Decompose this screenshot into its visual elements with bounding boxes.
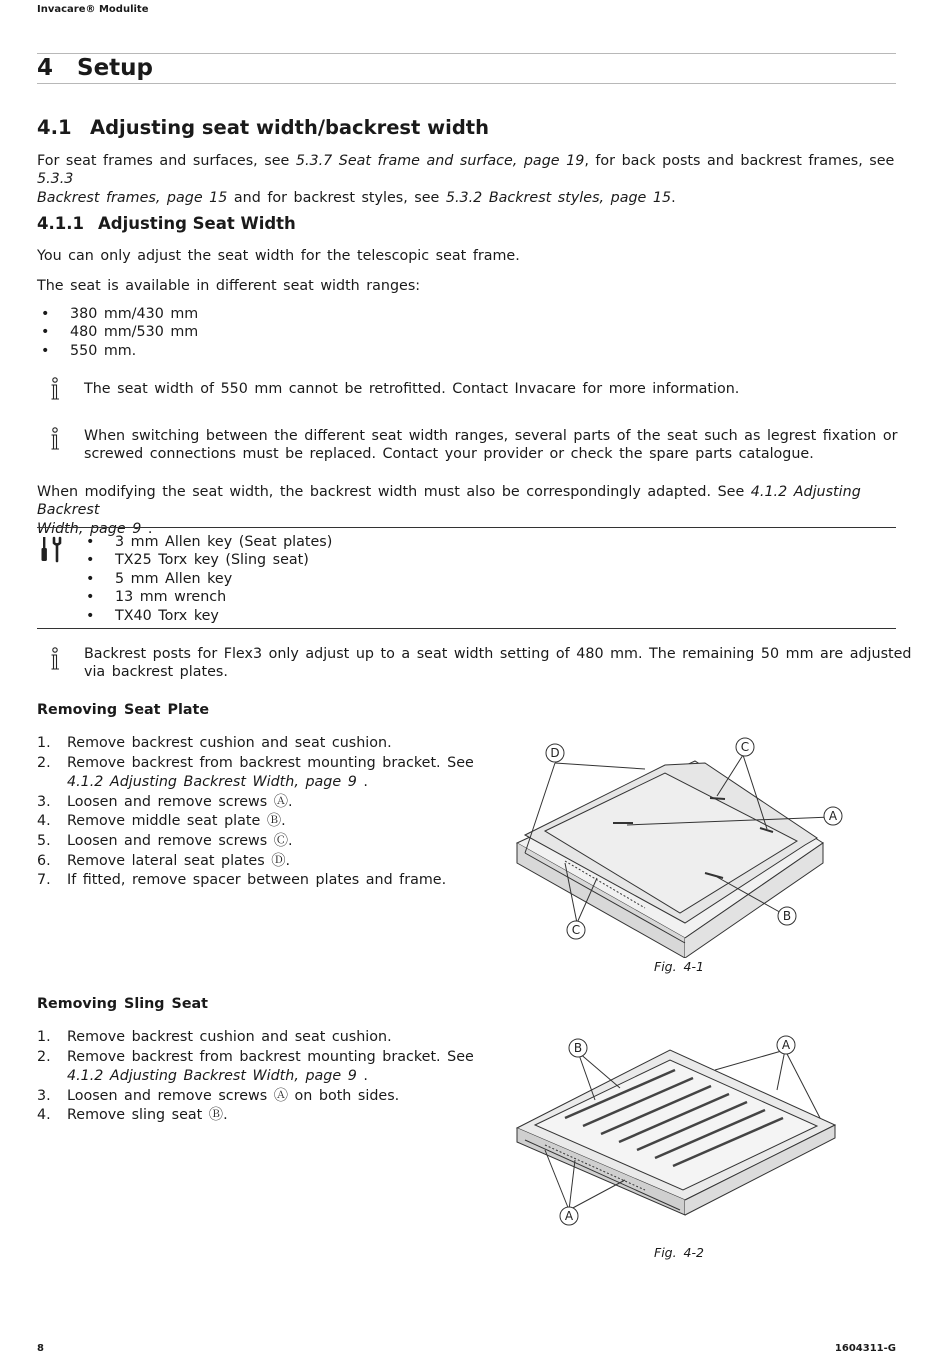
- list-item: • 480 mm/530 mm: [37, 323, 198, 341]
- chapter-heading: [37, 55, 153, 81]
- callout-label: B: [573, 1041, 583, 1055]
- note-line: screwed connections must be replaced. Contact your provider or check the spare parts catalogue.: [84, 446, 814, 463]
- cross-reference-link[interactable]: Width, page 9: [37, 520, 142, 537]
- document-id: 1604311-G: [834, 1343, 896, 1354]
- intro-text: , for back posts and backrest frames, see: [584, 153, 895, 169]
- step-text: Loosen and remove screws Ⓐ.: [67, 793, 293, 810]
- sling-seat-figure: [505, 1030, 845, 1230]
- step-text: Remove backrest cushion and seat cushion.: [67, 735, 392, 751]
- step-text: Remove backrest cushion and seat cushion.: [67, 1029, 392, 1045]
- subsection-heading: [37, 214, 296, 233]
- callout-label: B: [782, 909, 792, 923]
- step-item: [37, 1048, 477, 1087]
- divider: [37, 83, 896, 84]
- leader-line: [569, 1160, 575, 1210]
- procedure-heading: Removing Sling Seat: [37, 996, 208, 1012]
- procedure-heading: Removing Seat Plate: [37, 702, 210, 718]
- paragraph: You can only adjust the seat width for the telescopic seat frame.: [37, 248, 520, 264]
- note-line: via backrest plates.: [84, 664, 228, 681]
- cross-reference-link[interactable]: 4.1.2 Adjusting Backrest: [37, 484, 861, 519]
- step-number: 2.: [37, 754, 51, 771]
- list-item: • 550 mm.: [37, 342, 198, 360]
- step-item: [37, 1087, 477, 1107]
- step-number: 1.: [37, 735, 51, 751]
- step-text: Remove sling seat Ⓑ.: [67, 1107, 228, 1124]
- step-text: Remove middle seat plate Ⓑ.: [67, 813, 286, 830]
- callout-label: A: [564, 1209, 574, 1223]
- step-item: [37, 1028, 477, 1048]
- cross-reference-link[interactable]: Backrest frames, page 15: [37, 189, 228, 206]
- step-item: [37, 1106, 477, 1126]
- step-text: If fitted, remove spacer between plates and frame.: [67, 872, 447, 889]
- list-item: • TX40 Torx key: [82, 607, 332, 625]
- intro-line-1: [37, 152, 896, 189]
- note-text: [84, 645, 912, 682]
- step-item: [37, 793, 477, 813]
- tools-icon: [40, 536, 66, 564]
- figure-caption: Fig. 4-1: [654, 959, 704, 974]
- procedure-steps: [37, 1028, 477, 1126]
- intro-paragraph: [37, 152, 896, 207]
- intro-text: and for backrest styles, see: [227, 189, 446, 206]
- step-number: 5.: [37, 832, 51, 849]
- modify-text: When modifying the seat width, the backrest width must also be correspondingly adapted. See: [37, 484, 751, 500]
- intro-text: For seat frames and surfaces, see: [37, 153, 296, 169]
- intro-text: .: [671, 189, 676, 206]
- cross-reference-link[interactable]: 5.3.3: [37, 171, 74, 188]
- step-text: Loosen and remove screws Ⓐ on both sides.: [67, 1087, 400, 1104]
- step-number: 7.: [37, 872, 51, 889]
- callout-label: A: [781, 1038, 791, 1052]
- callout-label: C: [740, 740, 750, 754]
- modify-line-1: [37, 483, 896, 520]
- step-text: Remove lateral seat plates Ⓓ.: [67, 852, 291, 869]
- leader-line: [715, 1050, 785, 1070]
- tools-list: [82, 533, 332, 625]
- step-text: .: [356, 1068, 368, 1085]
- info-icon: [46, 427, 66, 453]
- note-text: The seat width of 550 mm cannot be retrofitted. Contact Invacare for more information.: [84, 381, 740, 397]
- seat-plate-figure: [505, 733, 850, 958]
- step-item: [37, 832, 477, 852]
- leader-line: [569, 1180, 625, 1210]
- chapter-number: 4: [37, 55, 54, 81]
- step-number: 3.: [37, 793, 51, 810]
- step-text: Remove backrest from backrest mounting bracket. See: [67, 754, 474, 771]
- step-number: 4.: [37, 813, 51, 830]
- cross-reference-link[interactable]: 4.1.2 Adjusting Backrest Width, page 9: [67, 1068, 357, 1085]
- divider: [37, 53, 896, 54]
- list-item: • TX25 Torx key (Sling seat): [82, 551, 332, 569]
- figure-caption: Fig. 4-2: [654, 1245, 704, 1260]
- cross-reference-link[interactable]: 4.1.2 Adjusting Backrest Width, page 9: [67, 774, 357, 791]
- subsection-number: 4.1.1: [37, 214, 84, 233]
- step-number: 3.: [37, 1087, 51, 1104]
- procedure-steps: [37, 734, 477, 891]
- step-item: [37, 734, 477, 754]
- step-text: Loosen and remove screws Ⓒ.: [67, 832, 293, 849]
- callout-label: C: [571, 923, 581, 937]
- intro-line-2: [37, 189, 896, 207]
- leader-line: [777, 1050, 785, 1090]
- step-text: Remove backrest from backrest mounting bracket. See: [67, 1048, 474, 1065]
- step-item: [37, 812, 477, 832]
- note-line: When switching between the different seat width ranges, several parts of the seat such as legrest fixation or: [84, 428, 898, 444]
- step-number: 1.: [37, 1029, 51, 1045]
- cross-reference-link[interactable]: 5.3.7 Seat frame and surface, page 19: [295, 153, 585, 169]
- running-header: Invacare® Modulite: [37, 4, 149, 15]
- callout-label: A: [828, 809, 838, 823]
- info-icon: [46, 647, 66, 673]
- range-list: [37, 305, 198, 360]
- step-number: 6.: [37, 852, 51, 869]
- subsection-title: Adjusting Seat Width: [98, 214, 296, 233]
- note-line: Backrest posts for Flex3 only adjust up to a seat width setting of 480 mm. The remaining 50 mm are adjusted: [84, 646, 912, 662]
- step-item: [37, 754, 477, 793]
- cross-reference-link[interactable]: 5.3.2 Backrest styles, page 15: [445, 189, 672, 206]
- list-item: • 3 mm Allen key (Seat plates): [82, 533, 332, 551]
- list-item: • 380 mm/430 mm: [37, 305, 198, 323]
- step-item: [37, 871, 477, 891]
- paragraph: The seat is available in different seat width ranges:: [37, 278, 421, 294]
- step-number: 4.: [37, 1107, 51, 1124]
- step-number: 2.: [37, 1048, 51, 1065]
- screw-mark: [710, 798, 725, 799]
- section-number: 4.1: [37, 116, 72, 139]
- sling-seat: [535, 1060, 817, 1190]
- info-icon: [46, 377, 66, 403]
- step-text: .: [356, 774, 368, 791]
- list-item: • 13 mm wrench: [82, 588, 332, 606]
- list-item: • 5 mm Allen key: [82, 570, 332, 588]
- step-item: [37, 852, 477, 872]
- callout-label: D: [550, 746, 560, 760]
- modify-text: .: [141, 520, 153, 537]
- page-number: 8: [37, 1343, 44, 1354]
- section-heading: [37, 116, 489, 139]
- section-title: Adjusting seat width/backrest width: [90, 116, 490, 139]
- note-text: [84, 427, 898, 464]
- leader-line: [555, 763, 645, 769]
- chapter-title: Setup: [77, 55, 153, 81]
